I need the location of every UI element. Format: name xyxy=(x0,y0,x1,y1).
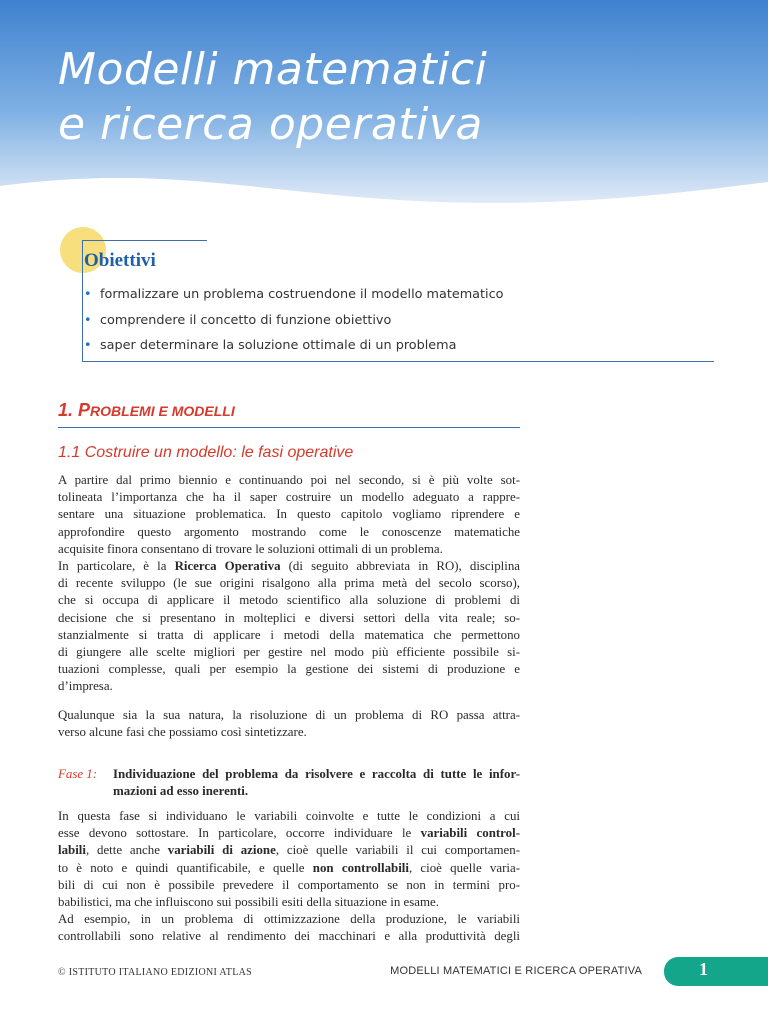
text-line: di giungere alle scelte migliori per gestire nel modo più efficiente possibile si- xyxy=(58,645,520,660)
section-number: 1. xyxy=(58,400,79,420)
text-line: Qualunque sia la sua natura, la risoluzione di un problema di RO passa attra- xyxy=(58,708,520,722)
section-rule xyxy=(58,427,520,428)
objectives-top-rule xyxy=(82,240,207,241)
objective-item xyxy=(84,338,503,364)
text-line xyxy=(58,860,520,877)
footer-copyright xyxy=(58,967,252,978)
text-line: mazioni ad esso inerenti. xyxy=(113,784,249,799)
text-line: In questa fase si individuano le variabili coinvolte e tutte le condizioni a cui xyxy=(58,809,520,823)
text-line: A partire dal primo biennio e continuando poi nel secondo, si è più volte sot- xyxy=(58,473,520,487)
chapter-title xyxy=(58,42,487,152)
text-line: verso alcune fasi che possiamo così sintetizzare. xyxy=(58,725,307,740)
text-run: (di seguito abbreviata in RO), disciplina xyxy=(280,559,521,574)
key-term: non controllabili xyxy=(312,860,409,875)
fase-label: Fase 1: xyxy=(58,767,98,781)
chapter-title-line-2: e ricerca operativa xyxy=(58,99,483,150)
bullet-icon: • xyxy=(84,338,92,353)
text-line: controllabili sono relative al rendimento dei macchinari e alla produttività degli xyxy=(58,929,520,944)
running-title: MODELLI MATEMATICI E RICERCA OPERATIVA xyxy=(390,965,642,977)
fase-description xyxy=(113,766,520,800)
text-line: acquisite finora consentano di trovare le soluzioni ottimali di un problema. xyxy=(58,541,443,556)
key-term: Ricerca Operativa xyxy=(174,559,281,574)
text-line xyxy=(58,842,520,859)
text-line: approfondire questo argomento mostrando come le conoscenze matematiche xyxy=(58,524,520,539)
text-run: esse devono sottostare. In particolare, occorre individuare le xyxy=(58,826,421,841)
text-line: Individuazione del problema da risolvere e raccolta di tutte le infor- xyxy=(113,767,520,781)
text-line: Ad esempio, in un problema di ottimizzazione della produzione, le variabili xyxy=(58,912,520,927)
text-run: to è noto e quindi quantificabile, e quelle xyxy=(58,860,313,875)
chapter-title-line-1: Modelli matematici xyxy=(58,44,488,95)
objectives-list xyxy=(84,287,503,364)
section-title-cap-2: E xyxy=(158,403,172,419)
section-title-part-2: MODELLI xyxy=(171,403,235,419)
paragraph-4 xyxy=(58,808,520,946)
section-heading xyxy=(58,400,235,421)
text-run: , cioè quelle varia- xyxy=(408,860,520,875)
section-title-part-1: ROBLEMI xyxy=(90,403,159,419)
key-term: variabili di azione xyxy=(167,843,276,858)
objectives-left-rule xyxy=(82,240,83,362)
objective-item xyxy=(84,313,503,339)
key-term: labili xyxy=(58,843,86,858)
text-line: d’impresa. xyxy=(58,679,113,694)
text-run: , dette anche xyxy=(85,843,168,858)
text-run: , cioè quelle variabili il cui comportamen- xyxy=(275,843,520,858)
text-line: che si occupa di applicare il metodo scientifico alla soluzione di problemi di xyxy=(58,593,520,608)
objective-text: saper determinare la soluzione ottimale di un problema xyxy=(100,338,457,353)
text-line: babilistici, ma che influiscono sui possibili esiti della situazione in esame. xyxy=(58,895,439,910)
bullet-icon: • xyxy=(84,287,92,302)
objective-text: comprendere il concetto di funzione obiettivo xyxy=(100,312,392,328)
page-number-tab xyxy=(664,957,768,986)
objective-text: formalizzare un problema costruendone il modello matematico xyxy=(100,287,504,302)
text-line xyxy=(58,558,520,575)
text-line: sentare una situazione problematica. In questo capitolo vogliamo riprendere e xyxy=(58,507,520,522)
paragraph-1 xyxy=(58,472,520,696)
bullet-icon: • xyxy=(84,312,92,328)
paragraph-3 xyxy=(58,707,520,741)
text-line: stanzialmente si tratta di applicare i metodi della matematica che permettono xyxy=(58,627,520,642)
text-line: tolineata l’importanza che ha il saper costruire un modello adeguato a rappre- xyxy=(58,490,520,505)
objectives-bottom-rule xyxy=(82,361,714,362)
text-run: In particolare, è la xyxy=(58,559,175,574)
text-line: di recente sviluppo (le sue origini risalgono alla prima metà del secolo scorso), xyxy=(58,576,520,591)
fase-1 xyxy=(58,766,520,800)
objective-item xyxy=(84,287,503,313)
key-term: variabili control- xyxy=(420,826,520,841)
section-title-cap-1: P xyxy=(78,400,91,420)
objectives-title: Obiettivi xyxy=(84,250,156,271)
publisher-name: ISTITUTO ITALIANO EDIZIONI ATLAS xyxy=(65,967,253,978)
text-line: tuazioni complesse, quali per esempio la gestione dei sistemi di produzione e xyxy=(58,662,520,677)
page-number: 1 xyxy=(699,959,708,979)
subsection-heading: 1.1 Costruire un modello: le fasi operative xyxy=(58,444,354,461)
copyright-icon: © xyxy=(58,967,66,978)
text-line: bili di cui non è possibile prevedere il comportamento se non in termini pro- xyxy=(58,877,520,892)
text-line xyxy=(58,825,520,842)
text-line: decisione che si presentano in molteplici e diversi settori della vita reale; so- xyxy=(58,610,520,625)
